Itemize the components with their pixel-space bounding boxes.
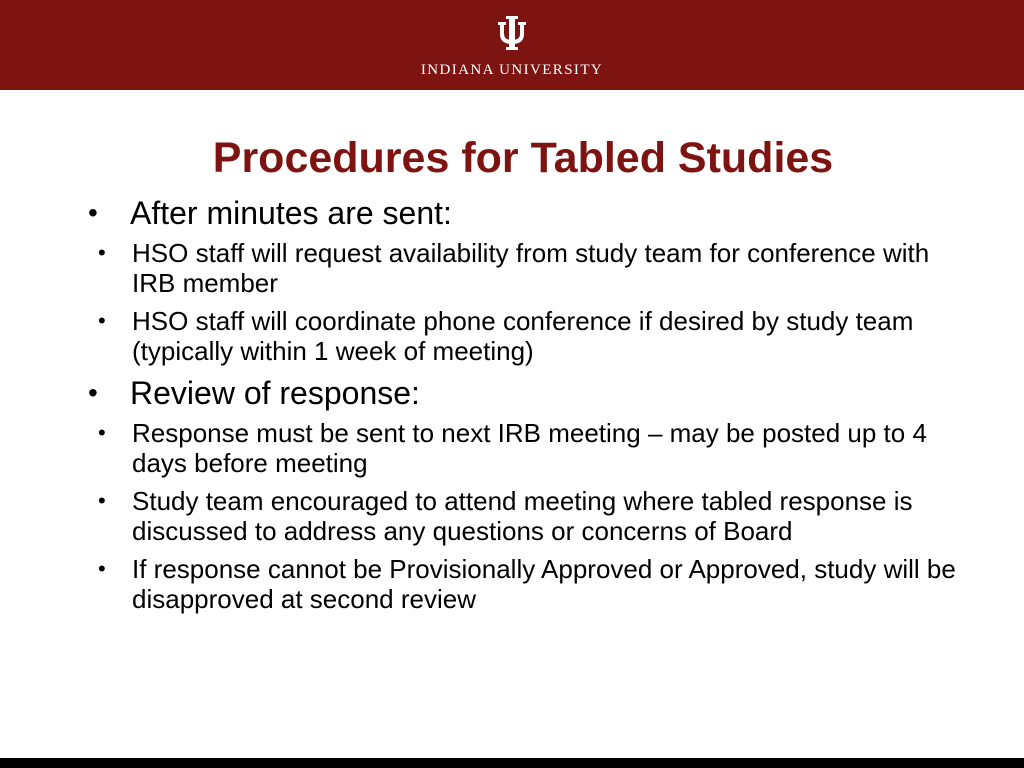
sub-bullet-text: Study team encouraged to attend meeting where tabled response is discussed to address any questions or concerns of Board [132, 486, 913, 546]
bullet-item [88, 194, 968, 232]
sub-bullet-icon: • [98, 488, 106, 513]
sub-bullet-item [88, 554, 968, 614]
sub-bullet-icon: • [98, 556, 106, 581]
bullet-text: Review of response: [130, 375, 420, 411]
sub-bullet-list [98, 418, 968, 614]
sub-bullet-list [98, 238, 968, 366]
sub-bullet-text: If response cannot be Provisionally Approved or Approved, study will be disapproved at second review [132, 554, 956, 614]
sub-bullet-item [88, 486, 968, 546]
bullet-list [88, 374, 968, 412]
sub-bullet-item [88, 418, 968, 478]
sub-bullet-text: HSO staff will request availability from study team for conference with IRB member [132, 238, 930, 298]
slide-title: Procedures for Tabled Studies [212, 134, 834, 182]
bullet-list [88, 194, 968, 232]
slide-content [88, 194, 968, 622]
iu-trident-icon [496, 16, 528, 50]
sub-bullet-text: Response must be sent to next IRB meeting – may be posted up to 4 days before meeting [132, 418, 927, 478]
bullet-icon: • [88, 377, 98, 408]
bullet-text: After minutes are sent: [130, 195, 452, 231]
header-bar [0, 0, 1024, 90]
university-name: INDIANA UNIVERSITY [420, 62, 604, 78]
sub-bullet-item [88, 306, 968, 366]
sub-bullet-icon: • [98, 420, 106, 445]
sub-bullet-item [88, 238, 968, 298]
bullet-icon: • [88, 197, 98, 228]
bullet-item [88, 374, 968, 412]
sub-bullet-icon: • [98, 240, 106, 265]
sub-bullet-icon: • [98, 308, 106, 333]
sub-bullet-text: HSO staff will coordinate phone conference if desired by study team (typically within 1 week of meeting) [132, 306, 914, 366]
bottom-bar [0, 758, 1024, 768]
